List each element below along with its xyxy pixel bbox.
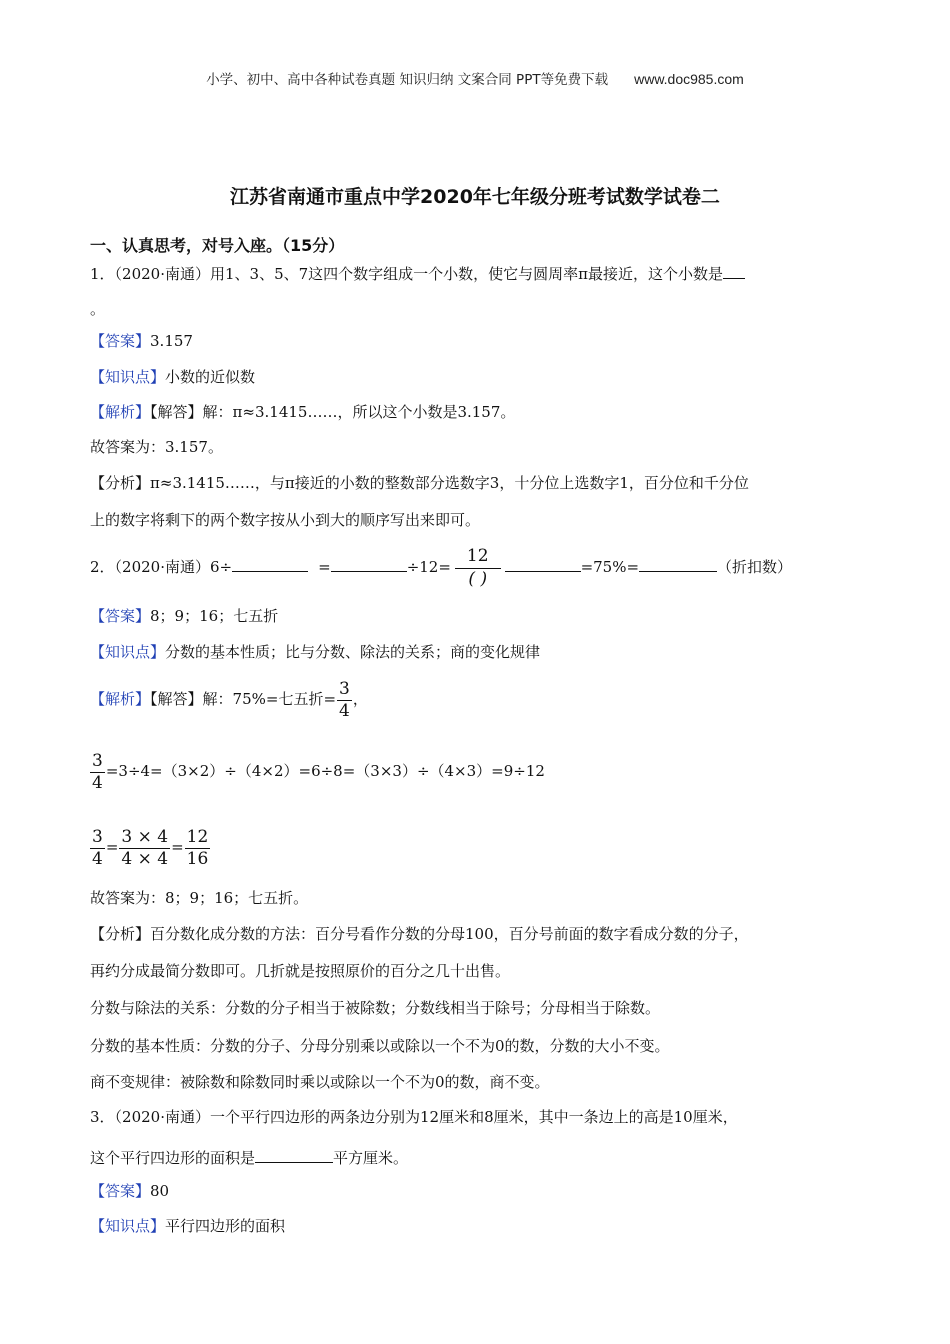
q1-analysis-cont: 上的数字将剩下的两个数字按从小到大的顺序写出来即可。 <box>90 511 481 529</box>
q1-answer: 【答案】3.157 <box>90 332 193 350</box>
q2-fraction-12-16: $\frac{12}{16}$ <box>186 826 209 869</box>
q3-knowledge-point: 【知识点】平行四边形的面积 <box>90 1217 286 1235</box>
q2-knowledge-point: 【知识点】分数的基本性质；比与分数、除法的关系；商的变化规律 <box>90 643 541 661</box>
q1-analysis: 【分析】π≈3.1415……，与π接近的小数的整数部分选数字3，十分位上选数字1，百分位和千分位 <box>90 474 749 492</box>
page-header <box>0 68 950 88</box>
q3-stem-cont: 这个平行四边形的面积是 平方厘米。 <box>90 1146 408 1168</box>
q2-fraction-3-4: $\frac{3}{4}$ <box>339 678 350 721</box>
q2-rule-quotient: 商不变规律：被除数和除数同时乘以或除以一个不为0的数，商不变。 <box>90 1073 550 1091</box>
q2-blank-4 <box>639 555 717 572</box>
q2-fraction-3-4-b: $\frac{3}{4}$ <box>92 750 103 793</box>
q2-division-chain: $\frac{3}{4}$ =3÷4=（3×2）÷（4×2）=6÷8=（3×3）÷（4×3）=9÷12 <box>92 750 545 793</box>
q3-answer-blank <box>255 1146 333 1163</box>
q2-solution: 【解析】【解答】解：75%=七五折= $\frac{3}{4}$ ， <box>90 678 368 721</box>
q1-stem: 1．（2020·南通）用1、3、5、7这四个数字组成一个小数，使它与圆周率π最接近，这个小数是 <box>90 262 745 284</box>
q2-fraction-3-4-c: $\frac{3}{4}$ <box>92 826 103 869</box>
q2-fraction-equation: $\frac{3}{4}$ = $\frac{3 \times 4}{4 \times 4}$ = $\frac{12}{16}$ <box>92 826 209 869</box>
q3-stem: 3．（2020·南通）一个平行四边形的两条边分别为12厘米和8厘米，其中一条边上的高是10厘米， <box>90 1108 738 1126</box>
q2-blank-3 <box>505 555 581 572</box>
q2-answer: 【答案】8；9；16；七五折 <box>90 607 279 625</box>
q2-stem: 2．（2020·南通）6÷ = ÷12= $\frac{12}{( )}$ =75%= （折扣数） <box>90 546 793 589</box>
q1-stem-end: 。 <box>90 300 106 318</box>
q2-rule-fraction-division: 分数与除法的关系：分数的分子相当于被除数；分数线相当于除号；分母相当于除数。 <box>90 999 661 1017</box>
q1-conclusion: 故答案为：3.157。 <box>90 438 223 456</box>
q1-solution: 【解析】【解答】解：π≈3.1415……，所以这个小数是3.157。 <box>90 403 516 421</box>
q2-analysis: 【分析】百分数化成分数的方法：百分号看作分数的分母100，百分号前面的数字看成分数的分子， <box>90 925 749 943</box>
section-heading: 一、认真思考，对号入座。（15分） <box>90 236 345 255</box>
q3-answer: 【答案】80 <box>90 1182 170 1200</box>
q2-fraction: $\frac{12}{( )}$ <box>455 548 501 588</box>
q2-conclusion: 故答案为：8；9；16；七五折。 <box>90 889 309 907</box>
q2-rule-fraction-property: 分数的基本性质：分数的分子、分母分别乘以或除以一个不为0的数，分数的大小不变。 <box>90 1037 670 1055</box>
header-site-link[interactable]: www.doc985.com <box>634 71 744 87</box>
q2-blank-2 <box>331 555 407 572</box>
q1-knowledge-point: 【知识点】小数的近似数 <box>90 368 256 386</box>
q2-fraction-expanded: $\frac{3 \times 4}{4 \times 4}$ <box>121 826 169 869</box>
page-title: 江苏省南通市重点中学2020年七年级分班考试数学试卷二 <box>230 186 720 208</box>
q1-answer-blank <box>723 262 745 279</box>
q2-blank-1 <box>232 555 308 572</box>
header-text: 小学、初中、高中各种试卷真题 知识归纳 文案合同 PPT等免费下载 <box>206 72 609 88</box>
q2-analysis-cont: 再约分成最简分数即可。几折就是按照原价的百分之几十出售。 <box>90 962 511 980</box>
